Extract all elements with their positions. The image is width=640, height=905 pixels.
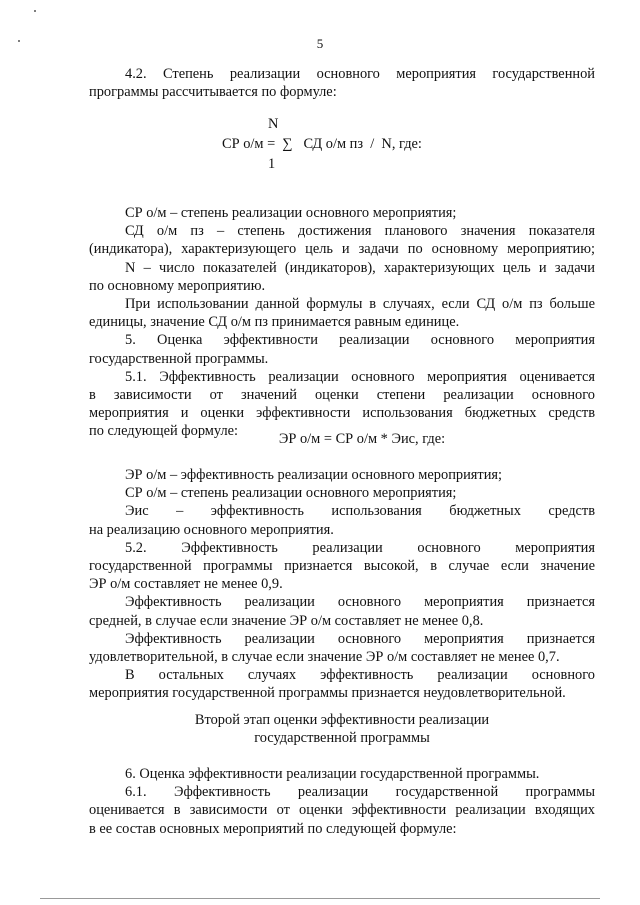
section-5-title: 5. Оценка эффективности реализации основного мероприятия (125, 332, 595, 349)
text-line: средней, в случае если значение ЭР о/м составляет не менее 0,8. (89, 612, 484, 629)
text-line: удовлетворительной, в случае если значение ЭР о/м составляет не менее 0,7. (89, 649, 560, 666)
sum-lower-limit: 1 (268, 156, 276, 172)
heading-line: Второй этап оценки эффективности реализации (194, 712, 490, 728)
paragraph-5-2: 5.2. Эффективность реализации основного мероприятия (125, 539, 595, 556)
section-6 (89, 765, 595, 838)
text-line: ЭР о/м составляет не менее 0,9. (89, 576, 283, 593)
text-line: государственной программы признается высокой, в случае если значение (89, 558, 595, 575)
text-line: 4.2. Степень реализации основного мероприятия государственной (125, 66, 595, 82)
definition-sd-om-pz: СД о/м пз – степень достижения планового значения показателя (125, 223, 595, 240)
paragraph-6-1: 6.1. Эффективность реализации государственной программы (125, 784, 595, 801)
paragraph-medium: Эффективность реализации основного мероприятия признается (125, 594, 595, 611)
text-line: мероприятия государственной программы признается неудовлетворительной. (89, 685, 566, 702)
definition-n: N – число показателей (индикаторов), характеризующих цель и задачи (125, 259, 595, 276)
paragraph-5-1: 5.1. Эффективность реализации основного мероприятия оценивается (125, 368, 595, 385)
text-line: государственной программы. (89, 350, 269, 367)
formula-er-om (89, 430, 595, 448)
heading-line: государственной программы (254, 730, 430, 747)
definitions-2 (89, 466, 595, 703)
sum-upper-limit: N (268, 116, 279, 132)
text-line: (индикатора), характеризующего цель и задачи по основному мероприятию; (89, 241, 595, 258)
definitions-1 (89, 204, 595, 441)
section-heading (89, 711, 595, 747)
scan-speck (34, 10, 36, 12)
text-line: по основному мероприятию. (89, 277, 266, 294)
page-bottom-edge (40, 898, 600, 899)
text-line: в ее состав основных мероприятий по следующей формуле: (89, 820, 457, 837)
section-6-title: 6. Оценка эффективности реализации государственной программы. (125, 766, 540, 782)
page-number: 5 (316, 36, 324, 51)
paragraph-satisfactory: Эффективность реализации основного мероприятия признается (125, 630, 595, 647)
paragraph-4-2 (89, 65, 595, 101)
text-line: оценивается в зависимости от оценки эффективности реализации входящих (89, 802, 595, 819)
text-line: программы рассчитывается по формуле: (89, 84, 337, 101)
definition-sr-om: СР о/м – степень реализации основного мероприятия; (125, 485, 457, 502)
text-line: При использовании данной формулы в случаях, если СД о/м пз больше (125, 296, 595, 313)
text-line: мероприятия и оценки эффективности использования бюджетных средств (89, 405, 595, 422)
definition-sr-om: СР о/м – степень реализации основного мероприятия; (125, 205, 457, 221)
text-line: единицы, значение СД о/м пз принимается равным единице. (89, 314, 460, 331)
paragraph-unsatisfactory: В остальных случаях эффективность реализации основного (125, 667, 595, 684)
definition-er-om: ЭР о/м – эффективность реализации основного мероприятия; (125, 467, 503, 483)
text-line: в зависимости от значений оценки степени реализации основного (89, 387, 595, 404)
formula-main: СР о/м = ∑ СД о/м пз / N, где: (222, 136, 422, 152)
formula-main: ЭР о/м = СР о/м * Эис, где: (278, 431, 446, 447)
text-line: по следующей формуле: (89, 423, 239, 440)
text-line: на реализацию основного мероприятия. (89, 521, 334, 538)
definition-eis: Эис – эффективность использования бюджетных средств (125, 503, 595, 520)
